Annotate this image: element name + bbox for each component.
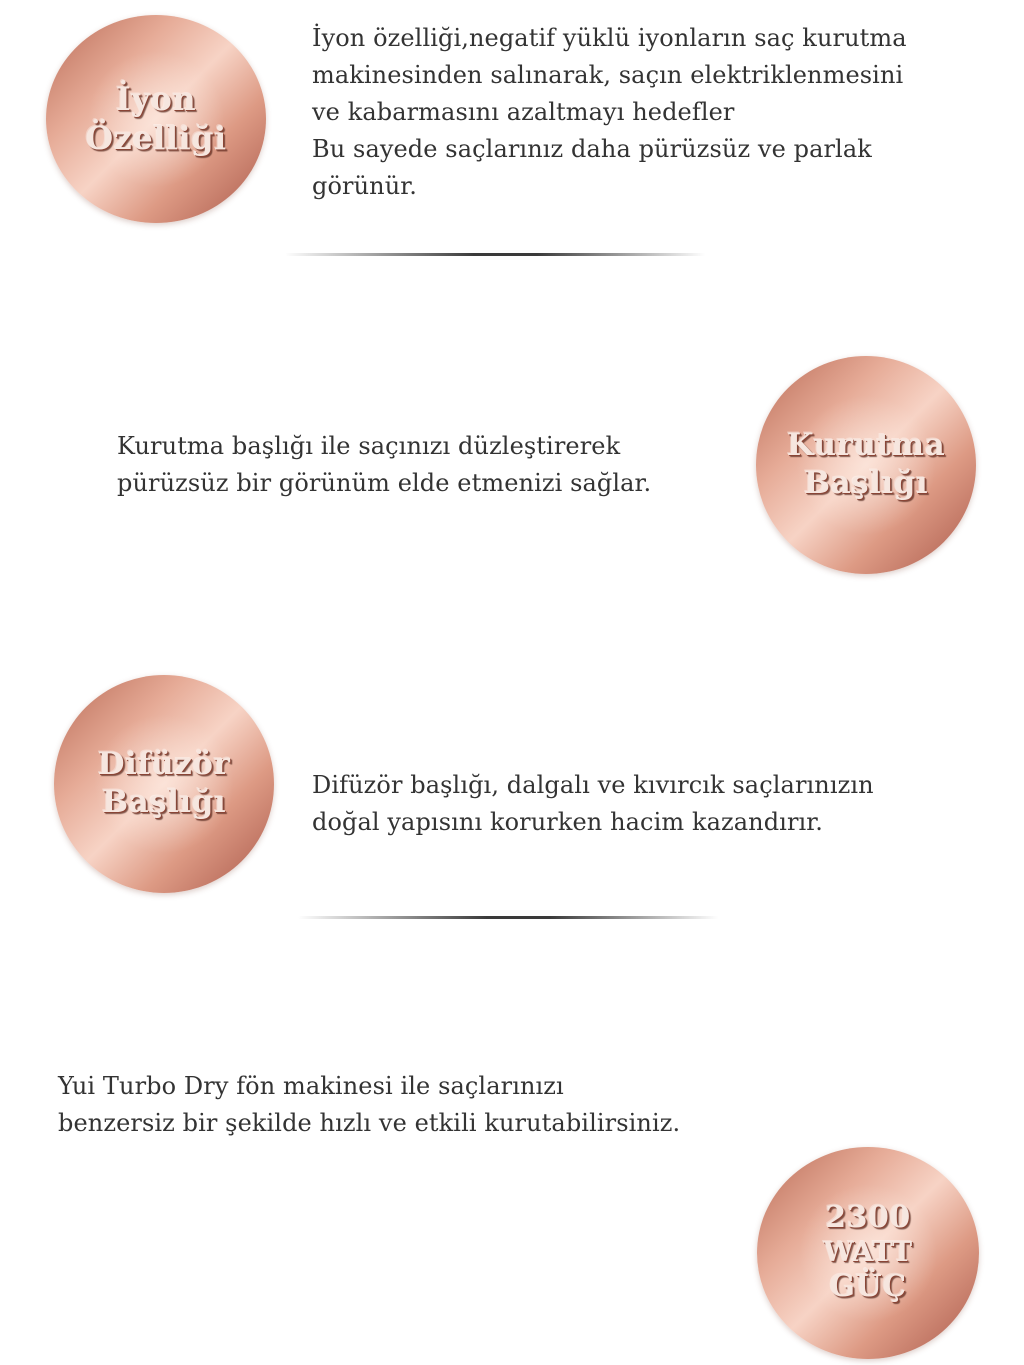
drying-nozzle-badge — [756, 356, 976, 574]
diffuser-badge-line-1: Difüzör — [97, 746, 231, 783]
ion-desc-line-1: İyon özelliği,negatif yüklü iyonların saç kurutma — [312, 24, 907, 52]
ion-desc-line-2: makinesinden salınarak, saçın elektriklenmesini — [312, 61, 904, 89]
section-divider-2 — [298, 916, 718, 919]
ion-badge-line-1: İyon — [115, 79, 197, 118]
power-badge-line-2: WATT — [823, 1236, 913, 1268]
power-badge — [757, 1147, 979, 1359]
turbo-desc-line-2: benzersiz bir şekilde hızlı ve etkili kurutabilirsiniz. — [58, 1109, 681, 1137]
diffuser-badge — [54, 675, 274, 893]
drying-desc-line-1: Kurutma başlığı ile saçınızı düzleştirerek — [117, 432, 621, 460]
diffuser-desc-line-2: doğal yapısını korurken hacim kazandırır. — [312, 808, 823, 836]
power-badge-line-3: GÜÇ — [829, 1269, 907, 1305]
drying-badge-line-2: Başlığı — [803, 465, 929, 501]
diffuser-badge-line-2: Başlığı — [101, 784, 227, 820]
power-badge-line-1: 2300 — [825, 1199, 911, 1235]
ion-feature-description — [312, 20, 907, 205]
turbo-desc-line-1: Yui Turbo Dry fön makinesi ile saçlarınızı — [58, 1072, 564, 1100]
diffuser-description — [312, 767, 874, 841]
drying-nozzle-description — [117, 428, 651, 502]
ion-badge-line-2: Özelliği — [85, 119, 227, 157]
section-divider-1 — [285, 253, 705, 256]
diffuser-desc-line-1: Difüzör başlığı, dalgalı ve kıvırcık saçlarınızın — [312, 771, 874, 799]
drying-desc-line-2: pürüzsüz bir görünüm elde etmenizi sağlar. — [117, 469, 652, 497]
ion-desc-line-3: ve kabarmasını azaltmayı hedefler — [312, 98, 735, 126]
turbo-dry-description — [58, 1068, 680, 1142]
ion-desc-line-5: görünür. — [312, 172, 417, 200]
ion-desc-line-4: Bu sayede saçlarınız daha pürüzsüz ve parlak — [312, 135, 872, 163]
drying-badge-line-1: Kurutma — [786, 427, 946, 464]
ion-feature-badge — [46, 15, 266, 223]
